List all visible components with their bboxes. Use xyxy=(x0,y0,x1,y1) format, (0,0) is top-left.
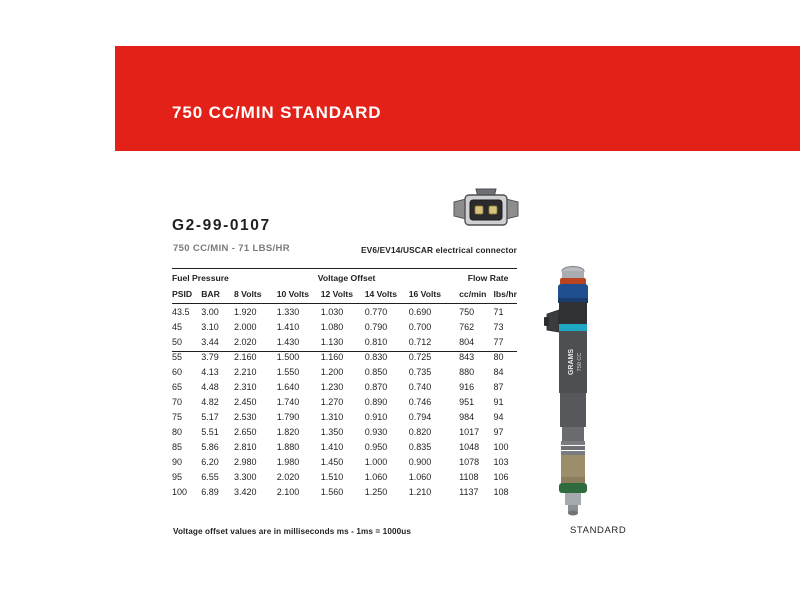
cell-bar: 6.20 xyxy=(201,456,219,467)
cell-bar: 3.00 xyxy=(201,306,219,317)
cell-14v: 0.870 xyxy=(364,381,388,392)
cell-psid: 55 xyxy=(172,351,183,362)
cell-12v: 1.270 xyxy=(320,396,344,407)
column-header-ccmin: cc/min xyxy=(459,287,493,304)
flow-table xyxy=(172,268,517,501)
cell-bar: 3.10 xyxy=(201,321,219,332)
cell-10v: 1.550 xyxy=(276,366,300,377)
cell-14v: 0.770 xyxy=(364,306,388,317)
cell-12v: 1.450 xyxy=(320,456,344,467)
cell-16v: 0.712 xyxy=(408,336,432,347)
table-row xyxy=(172,364,517,379)
cell-bar: 5.17 xyxy=(201,411,219,422)
table-row xyxy=(172,469,517,484)
cell-16v: 1.060 xyxy=(408,471,432,482)
cell-bar: 5.51 xyxy=(201,426,219,437)
cell-14v: 0.910 xyxy=(364,411,388,422)
fuel-injector-image xyxy=(543,262,603,520)
injector-body-label: GRAMS xyxy=(568,348,575,376)
cell-psid: 100 xyxy=(172,486,188,497)
column-header-psid: PSID xyxy=(172,287,201,304)
cell-bar: 4.48 xyxy=(201,381,219,392)
cell-ccmin: 1078 xyxy=(459,456,480,467)
cell-psid: 95 xyxy=(172,471,183,482)
cell-16v: 0.740 xyxy=(408,381,432,392)
header-banner xyxy=(115,46,800,151)
cell-10v: 1.640 xyxy=(276,381,300,392)
cell-12v: 1.560 xyxy=(320,486,344,497)
column-header-10v: 10 Volts xyxy=(277,287,321,304)
cell-lbshr: 91 xyxy=(493,396,504,407)
cell-16v: 0.835 xyxy=(408,441,432,452)
column-header-8v: 8 Volts xyxy=(234,287,277,304)
cell-12v: 1.160 xyxy=(320,351,344,362)
cell-psid: 50 xyxy=(172,336,183,347)
column-header-14v: 14 Volts xyxy=(365,287,409,304)
cell-16v: 0.900 xyxy=(408,456,432,467)
cell-ccmin: 1137 xyxy=(459,486,479,497)
cell-10v: 1.820 xyxy=(276,426,300,437)
cell-8v: 3.420 xyxy=(234,486,257,497)
cell-10v: 1.410 xyxy=(276,321,300,332)
cell-lbshr: 97 xyxy=(493,426,504,437)
table-row xyxy=(172,304,517,320)
cell-8v: 2.650 xyxy=(234,426,257,437)
cell-lbshr: 94 xyxy=(493,411,504,422)
cell-ccmin: 750 xyxy=(459,306,475,317)
table-row xyxy=(172,409,517,424)
cell-14v: 0.790 xyxy=(364,321,388,332)
cell-10v: 1.980 xyxy=(276,456,300,467)
cell-12v: 1.410 xyxy=(320,441,344,452)
cell-bar: 3.44 xyxy=(201,336,219,347)
cell-ccmin: 880 xyxy=(459,366,475,377)
group-header-flow-rate: Flow Rate xyxy=(459,269,517,288)
cell-8v: 2.210 xyxy=(234,366,257,377)
cell-16v: 0.794 xyxy=(408,411,432,422)
injector-caption: STANDARD xyxy=(570,525,627,536)
part-flow-subtitle: 750 CC/MIN - 71 LBS/HR xyxy=(173,243,290,254)
cell-14v: 1.000 xyxy=(364,456,388,467)
cell-lbshr: 103 xyxy=(493,456,509,467)
cell-lbshr: 73 xyxy=(493,321,504,332)
cell-lbshr: 71 xyxy=(493,306,504,317)
cell-12v: 1.510 xyxy=(320,471,344,482)
cell-8v: 2.980 xyxy=(234,456,257,467)
table-row xyxy=(172,454,517,469)
cell-12v: 1.130 xyxy=(320,336,344,347)
table-group-header-row xyxy=(172,269,517,288)
cell-bar: 4.82 xyxy=(201,396,219,407)
cell-ccmin: 916 xyxy=(459,381,475,392)
cell-16v: 0.725 xyxy=(408,351,432,362)
cell-psid: 80 xyxy=(172,426,183,437)
table-row xyxy=(172,439,517,454)
cell-12v: 1.310 xyxy=(320,411,344,422)
cell-12v: 1.230 xyxy=(320,381,344,392)
cell-12v: 1.030 xyxy=(320,306,344,317)
table-column-header-row xyxy=(172,287,517,304)
cell-bar: 4.13 xyxy=(201,366,219,377)
cell-bar: 3.79 xyxy=(201,351,219,362)
footnote: Voltage offset values are in milliseconds ms - 1ms = 1000us xyxy=(173,527,412,536)
cell-10v: 2.100 xyxy=(276,486,300,497)
cell-bar: 6.89 xyxy=(201,486,219,497)
cell-psid: 65 xyxy=(172,381,183,392)
cell-12v: 1.350 xyxy=(320,426,344,437)
table-row xyxy=(172,424,517,439)
cell-16v: 0.700 xyxy=(408,321,432,332)
table-row xyxy=(172,379,517,394)
cell-bar: 6.55 xyxy=(201,471,219,482)
cell-8v: 2.020 xyxy=(234,336,257,347)
cell-8v: 2.810 xyxy=(234,441,257,452)
cell-14v: 0.930 xyxy=(364,426,388,437)
cell-psid: 85 xyxy=(172,441,183,452)
cell-lbshr: 84 xyxy=(493,366,504,377)
cell-8v: 1.920 xyxy=(234,306,257,317)
column-header-16v: 16 Volts xyxy=(409,287,459,304)
cell-16v: 0.690 xyxy=(408,306,432,317)
cell-10v: 1.430 xyxy=(276,336,300,347)
cell-ccmin: 951 xyxy=(459,396,475,407)
cell-8v: 2.310 xyxy=(234,381,257,392)
cell-lbshr: 100 xyxy=(493,441,509,452)
cell-10v: 1.790 xyxy=(276,411,300,422)
table-row xyxy=(172,394,517,409)
cell-8v: 2.530 xyxy=(234,411,257,422)
cell-ccmin: 984 xyxy=(459,411,475,422)
table-bottom-rule xyxy=(172,351,517,352)
injector-connector-icon xyxy=(450,186,522,232)
cell-16v: 0.735 xyxy=(408,366,432,377)
cell-psid: 43.5 xyxy=(172,306,190,317)
cell-lbshr: 108 xyxy=(493,486,509,497)
cell-14v: 0.850 xyxy=(364,366,388,377)
column-header-12v: 12 Volts xyxy=(321,287,365,304)
cell-16v: 0.746 xyxy=(408,396,432,407)
cell-psid: 90 xyxy=(172,456,183,467)
cell-8v: 2.160 xyxy=(234,351,257,362)
part-number: G2-99-0107 xyxy=(172,217,271,234)
cell-ccmin: 1017 xyxy=(459,426,480,437)
cell-ccmin: 1108 xyxy=(459,471,479,482)
cell-14v: 0.890 xyxy=(364,396,388,407)
cell-lbshr: 80 xyxy=(493,351,504,362)
cell-12v: 1.080 xyxy=(320,321,344,332)
cell-lbshr: 77 xyxy=(493,336,504,347)
cell-10v: 2.020 xyxy=(276,471,300,482)
cell-psid: 75 xyxy=(172,411,183,422)
group-header-voltage-offset: Voltage Offset xyxy=(234,269,459,288)
cell-ccmin: 804 xyxy=(459,336,475,347)
cell-14v: 0.950 xyxy=(364,441,388,452)
injector-body-sublabel: 750 CC xyxy=(577,352,583,372)
cell-psid: 45 xyxy=(172,321,183,332)
table-row xyxy=(172,484,517,501)
cell-12v: 1.200 xyxy=(320,366,344,377)
cell-14v: 1.060 xyxy=(364,471,388,482)
cell-ccmin: 762 xyxy=(459,321,475,332)
cell-16v: 1.210 xyxy=(408,486,432,497)
cell-ccmin: 843 xyxy=(459,351,475,362)
cell-8v: 3.300 xyxy=(234,471,257,482)
column-header-lbshr: lbs/hr xyxy=(494,287,517,304)
cell-14v: 0.810 xyxy=(364,336,388,347)
cell-lbshr: 106 xyxy=(493,471,509,482)
cell-16v: 0.820 xyxy=(408,426,432,437)
cell-psid: 60 xyxy=(172,366,183,377)
cell-14v: 1.250 xyxy=(364,486,388,497)
cell-8v: 2.450 xyxy=(234,396,257,407)
cell-bar: 5.86 xyxy=(201,441,219,452)
connector-note: EV6/EV14/USCAR electrical connector xyxy=(361,245,518,255)
cell-lbshr: 87 xyxy=(493,381,504,392)
cell-psid: 70 xyxy=(172,396,183,407)
group-header-fuel-pressure: Fuel Pressure xyxy=(172,269,234,288)
cell-8v: 2.000 xyxy=(234,321,257,332)
flow-data-table xyxy=(172,268,517,501)
cell-14v: 0.830 xyxy=(364,351,388,362)
cell-10v: 1.740 xyxy=(276,396,300,407)
cell-ccmin: 1048 xyxy=(459,441,480,452)
table-row xyxy=(172,334,517,349)
cell-10v: 1.880 xyxy=(276,441,300,452)
page-title: 750 CC/MIN STANDARD xyxy=(172,103,382,122)
cell-10v: 1.500 xyxy=(276,351,300,362)
cell-10v: 1.330 xyxy=(276,306,300,317)
table-row xyxy=(172,319,517,334)
column-header-bar: BAR xyxy=(201,287,234,304)
